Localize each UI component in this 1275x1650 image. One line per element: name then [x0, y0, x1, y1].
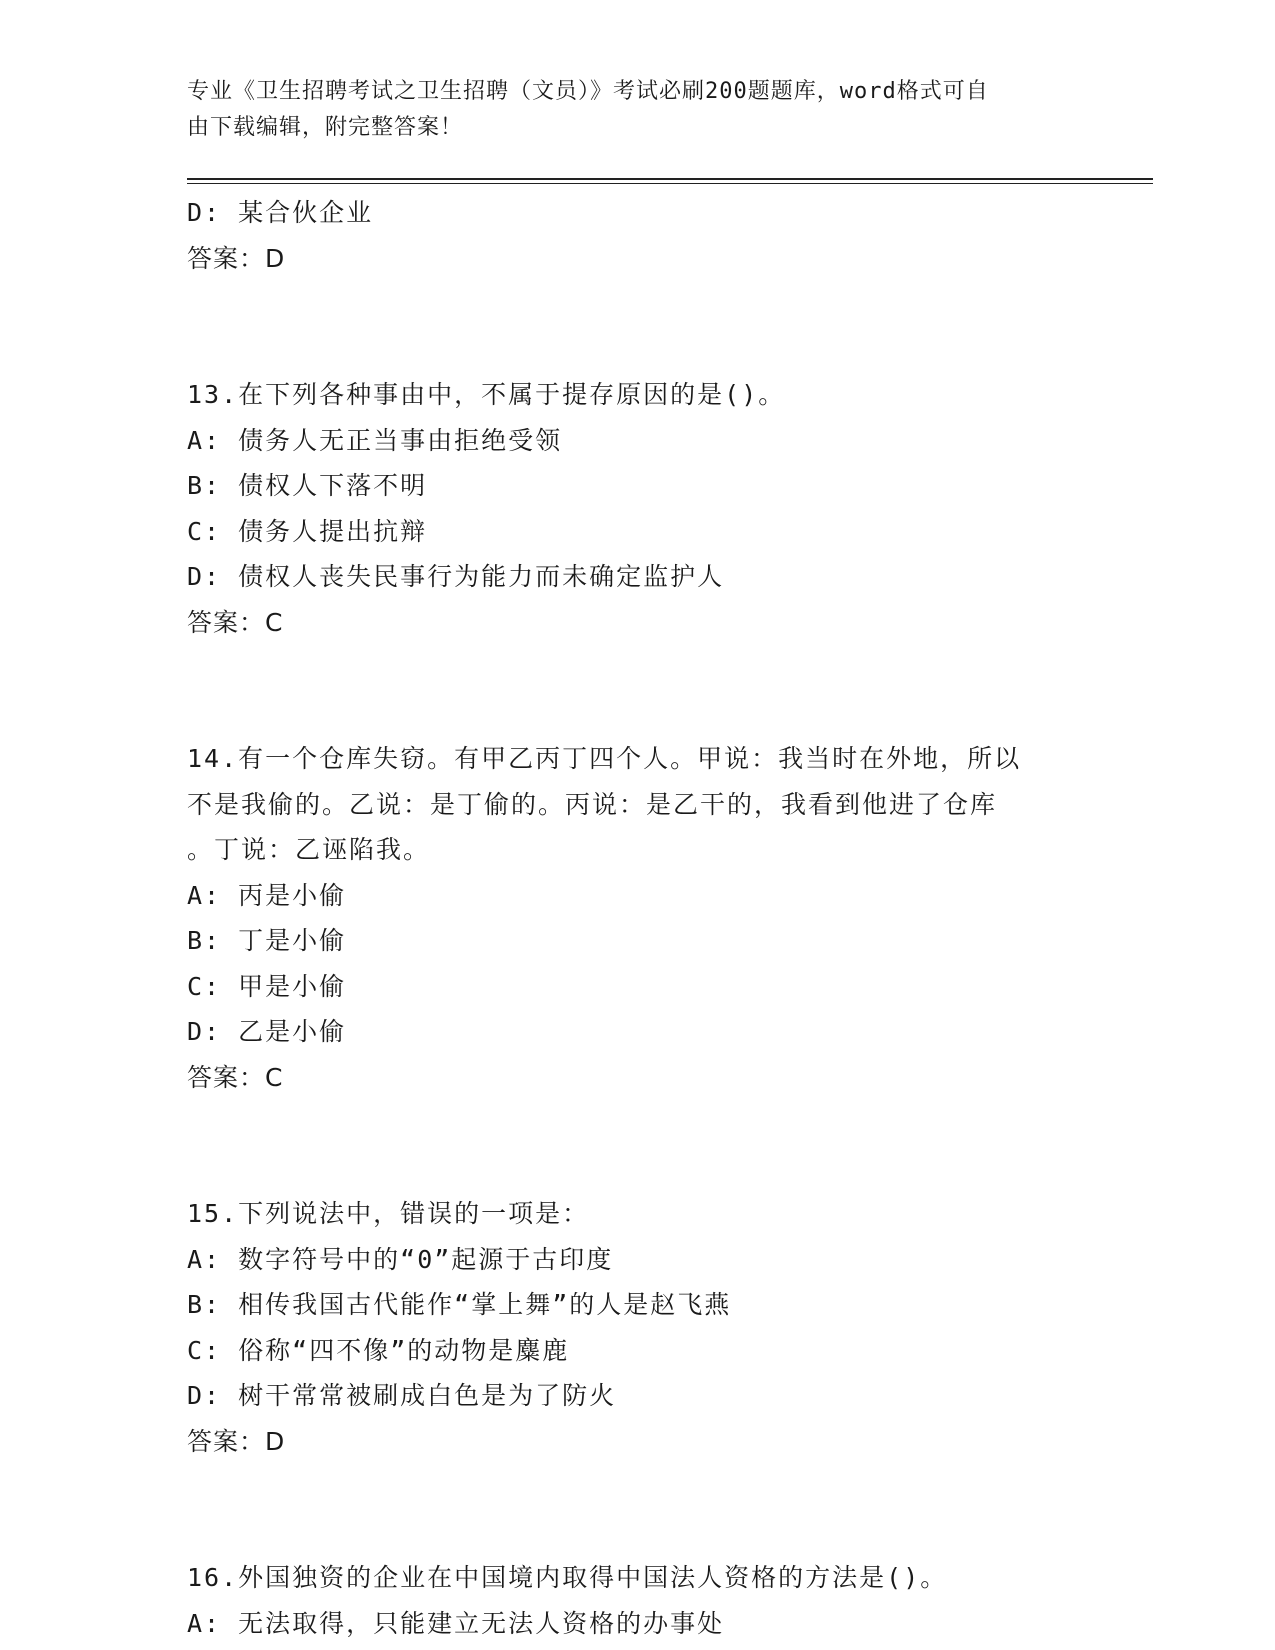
option-b: B: 相传我国古代能作“掌上舞”的人是赵飞燕 [187, 1290, 732, 1319]
option-d: D: 乙是小偷 [187, 1017, 347, 1046]
option-b: B: 丁是小偷 [187, 926, 347, 955]
answer-line: 答案：D [187, 243, 286, 273]
option-a: A: 债务人无正当事由拒绝受领 [187, 425, 563, 455]
option-c: C: 债务人提出抗辩 [187, 516, 428, 546]
question-stem: 13.在下列各种事由中，不属于提存原因的是()。 [187, 380, 786, 409]
question-stem-line-1: 14.有一个仓库失窃。有甲乙丙丁四个人。甲说：我当时在外地，所以 [187, 744, 1022, 773]
question-stem: 16.外国独资的企业在中国境内取得中国法人资格的方法是()。 [187, 1563, 948, 1592]
document-header [187, 74, 1087, 146]
header-line-1: 专业《卫生招聘考试之卫生招聘（文员）》考试必刷200题题库，word格式可自 [187, 79, 989, 104]
answer-line: 答案：C [187, 607, 284, 637]
question-stem-line-2: 不是我偷的。乙说：是丁偷的。丙说：是乙干的，我看到他进了仓库 [187, 789, 998, 819]
option-d: D: 某合伙企业 [187, 198, 374, 227]
option-c: C: 俗称“四不像”的动物是麋鹿 [187, 1335, 570, 1365]
question-stem: 15.下列说法中，错误的一项是： [187, 1199, 590, 1228]
question-stem-line-3: 。丁说：乙诬陷我。 [187, 835, 431, 864]
question-15 [187, 1191, 1127, 1464]
question-14 [187, 736, 1127, 1100]
option-d: D: 债权人丧失民事行为能力而未确定监护人 [187, 562, 725, 591]
option-b: B: 债权人下落不明 [187, 471, 428, 500]
option-a: A: 丙是小偷 [187, 880, 347, 910]
header-divider-thick [187, 178, 1153, 180]
header-divider-thin [187, 183, 1153, 184]
question-16 [187, 1555, 1127, 1646]
answer-line: 答案：D [187, 1426, 286, 1456]
option-d: D: 树干常常被刷成白色是为了防火 [187, 1381, 617, 1410]
document-body [187, 190, 1127, 1646]
question-13 [187, 372, 1127, 645]
header-line-2: 由下载编辑，附完整答案！ [187, 115, 464, 140]
option-a: A: 数字符号中的“0”起源于古印度 [187, 1244, 614, 1274]
option-c: C: 甲是小偷 [187, 971, 347, 1001]
option-a: A: 无法取得，只能建立无法人资格的办事处 [187, 1608, 725, 1638]
answer-line: 答案：C [187, 1062, 284, 1092]
